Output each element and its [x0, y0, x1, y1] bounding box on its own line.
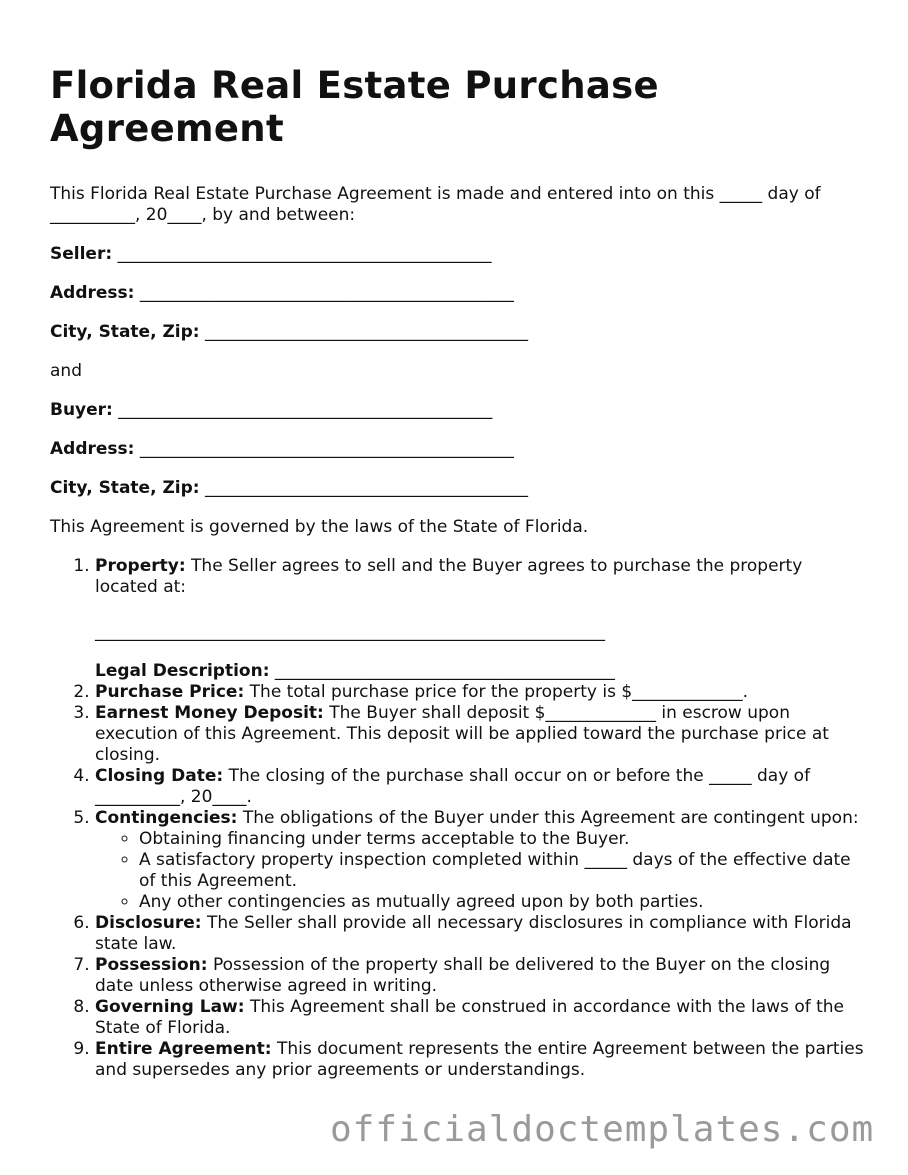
item-text: This document represents the entire Agreement between the parties and supersedes any prior agreements or understandings.	[95, 1039, 864, 1080]
item-term: Earnest Money Deposit:	[95, 703, 324, 723]
item-term: Entire Agreement:	[95, 1039, 272, 1059]
buyer-address-field	[50, 439, 870, 460]
legal-description-blank: ________________________________________	[274, 661, 615, 681]
seller-city-field	[50, 322, 870, 343]
item-text: The total purchase price for the property is $_____________.	[249, 682, 749, 702]
seller-label: Seller:	[50, 244, 113, 264]
document-title: Florida Real Estate Purchase Agreement	[50, 64, 659, 150]
seller-city-blank: ______________________________________	[204, 322, 528, 342]
item-term: Disclosure:	[95, 913, 202, 933]
item-text: The closing of the purchase shall occur on or before the _____ day of __________, 20____.	[95, 766, 811, 807]
seller-city-label: City, State, Zip:	[50, 322, 200, 342]
property-address-blank: ____________________________________________________________	[95, 622, 605, 642]
contingency-list	[95, 829, 870, 913]
item-text: The Seller agrees to sell and the Buyer agrees to purchase the property located at:	[95, 556, 803, 597]
buyer-name-field	[50, 400, 870, 421]
contingency-item: ◦ Obtaining financing under terms acceptable to the Buyer.	[139, 829, 870, 850]
and-text: and	[50, 361, 82, 381]
item-term: Property:	[95, 556, 186, 576]
item-text: This Agreement shall be construed in accordance with the laws of the State of Florida.	[95, 997, 845, 1038]
list-item	[95, 556, 870, 682]
item-text: Possession of the property shall be delivered to the Buyer on the closing date unless otherwise agreed in writing.	[95, 955, 831, 996]
list-item	[95, 766, 870, 808]
list-item	[95, 913, 870, 955]
seller-blank: ____________________________________________	[117, 244, 492, 264]
list-item	[95, 1039, 870, 1081]
legal-description-label: Legal Description:	[95, 661, 270, 681]
item-text: The Seller shall provide all necessary disclosures in compliance with Florida state law.	[95, 913, 852, 954]
watermark: officialdoctemplates.com	[330, 1109, 875, 1150]
list-item	[95, 997, 870, 1039]
terms-list	[50, 556, 870, 1081]
item-term: Possession:	[95, 955, 208, 975]
legal-description-field	[95, 661, 870, 682]
item-term: Contingencies:	[95, 808, 238, 828]
item-text: The obligations of the Buyer under this Agreement are contingent upon:	[242, 808, 859, 828]
contingency-item: ◦ Any other contingencies as mutually agreed upon by both parties.	[139, 892, 870, 913]
item-term: Governing Law:	[95, 997, 245, 1017]
buyer-blank: ____________________________________________	[118, 400, 493, 420]
buyer-address-blank: ____________________________________________	[139, 439, 514, 459]
buyer-label: Buyer:	[50, 400, 113, 420]
list-item	[95, 703, 870, 766]
seller-address-blank: ____________________________________________	[139, 283, 514, 303]
seller-address-label: Address:	[50, 283, 135, 303]
item-text: The Buyer shall deposit $_____________ in escrow upon execution of this Agreement. This deposit will be applied toward the purchase price at closing.	[95, 703, 829, 765]
item-term: Closing Date:	[95, 766, 224, 786]
buyer-address-label: Address:	[50, 439, 135, 459]
list-item	[95, 808, 870, 913]
list-item	[95, 682, 870, 703]
seller-name-field	[50, 244, 870, 265]
item-term: Purchase Price:	[95, 682, 245, 702]
contingency-item: ◦ A satisfactory property inspection completed within _____ days of the effective date of this Agreement.	[139, 850, 870, 892]
governing-statement: This Agreement is governed by the laws of the State of Florida.	[50, 517, 589, 537]
buyer-city-field	[50, 478, 870, 499]
document-page	[50, 0, 870, 1081]
intro-paragraph: This Florida Real Estate Purchase Agreement is made and entered into on this _____ day of __________, 20____, by and between:	[50, 184, 821, 225]
list-item	[95, 955, 870, 997]
seller-address-field	[50, 283, 870, 304]
buyer-city-blank: ______________________________________	[204, 478, 528, 498]
buyer-city-label: City, State, Zip:	[50, 478, 200, 498]
